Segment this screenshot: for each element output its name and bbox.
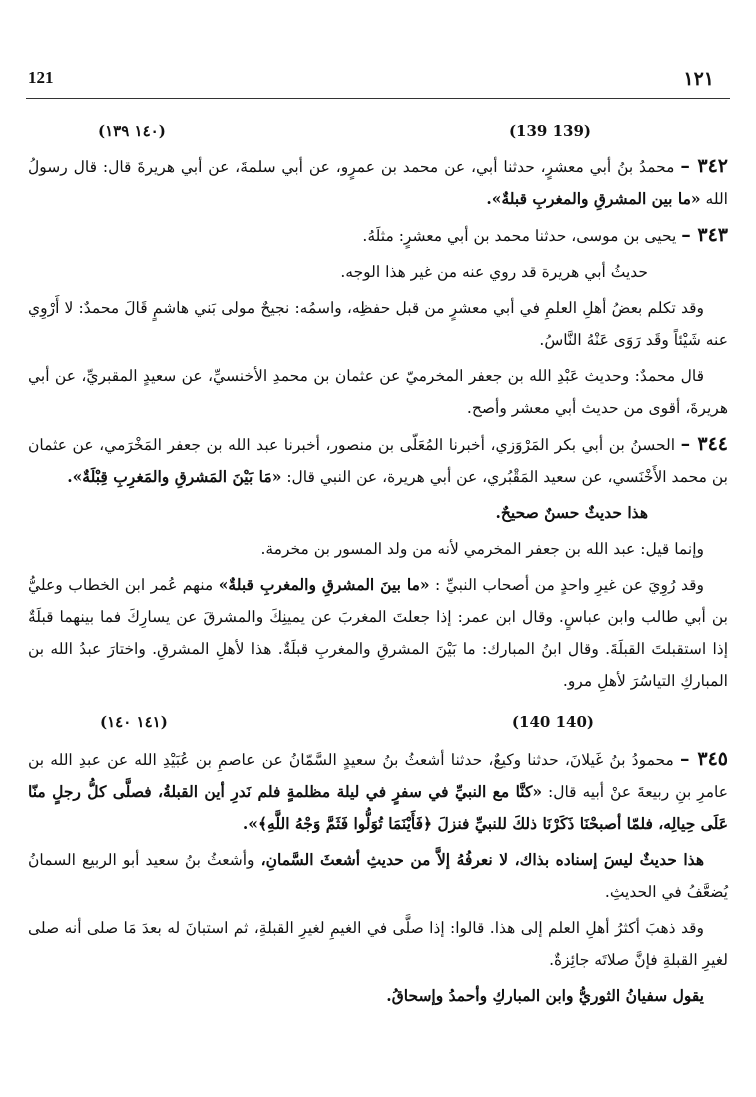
paragraph: وإنما قيل: عبد الله بن جعفر المخرمي لأنه من ولد المسور بن مخرمة. [260,540,704,558]
section-ref-row [28,701,728,743]
hadith-grade: هذا حديثٌ حسنٌ صحيحٌ. [495,503,648,522]
hadith-344: ٣٤٤ – الحسنُ بن أبي بكر المَرْوَزي، أخبرنا المُعَلّى بن منصور، أخبرنا عبد الله بن جعفر المَخْرَمي، عن عثمان بن محمد الأَخْنَسي، عن سعيد المَقْبُري، عن أبي هريرة، عن النبي قال: «مَا بَيْنَ المَشرقِ والمَغرِبِ قِبْلَةٌ». [28,433,728,486]
header-rule [26,98,730,99]
paragraph: وقد رُوِيَ عن غيرِ واحدٍ من أصحاب النبيِّ : «ما بينَ المشرقِ والمغربِ قبلةٌ» منهم عُمر ابن الخطاب وعليُّ بن أبي طالب وابن عباسٍ. وقال ابن عمر: إذا جعلتَ المغربَ عن يمينِكَ والمشرقَ عن يسارِكَ فما بينهما قبلَةٌ إذا استقبلتَ القبلَةَ. وقال ابنُ المبارك: ما بَيْنَ المشرقِ والمغربِ قبلَةٌ. هذا لأهلِ المشرقِ. واختارَ عبدُ الله بن المباركِ التياسُرَ لأهلِ مرو. [28,575,728,690]
hadith-343: ٣٤٣ – يحيى بن موسى، حدثنا محمد بن أبي معشرٍ: مثلَهُ. [362,224,728,246]
section-ref-right: (139 139) [508,122,591,140]
page-number-left: 121 [28,68,54,87]
paragraph: وقد تكلم بعضُ أهلِ العلمِ في أبي معشرٍ من قبل حفظِه، واسمُه: نجيحٌ مولى بَني هاشمٍ قَالَ محمدٌ: لا أَرْوِي عنه شَيْئاً وقَد رَوَى عَنْهُ النَّاسُ. [28,299,728,349]
paragraph: وقد ذهبَ أكثرُ أهلِ العلم إلى هذا. قالوا: إذا صلَّى في الغيمِ لغيرِ القبلةِ، ثم استبانَ له بعدَ مَا صلى أنه صلى لغيرِ القبلةِ فإنَّ صلاتَه جائِزةٌ. [28,919,728,969]
hadith-grade: هذا حديثٌ ليسَ إسناده بذاك، لا نعرفُهُ إلاَّ من حديثِ أشعثَ السَّمانِ، وأشعثُ بنُ سعيد أبو الربيع السمانُ يُضعَّفُ في الحديثِ. [28,850,728,901]
section-ref-left: (١٤٠ ١٣٩) [98,122,166,140]
section-ref-right: (140 140) [511,713,594,731]
hadith-345: ٣٤٥ – محمودُ بنُ غَيلانَ، حدثنا وكيعٌ، حدثنا أشعثُ بنُ سعيدٍ السَّمّانُ عن عاصمِ بن عُبَيْدِ الله عن عبدِ الله بن عامرِ بنِ ربيعةَ عنْ أبيه قال: «كنَّا مع النبيِّ في سفرٍ في ليلة مظلمةٍ فلم نَدرِ أين القبلةُ، فصلَّى كلُّ رجلٍ منّا عَلَى حِيالِه، فلمّا أصبحْنَا ذَكَرْنَا ذلكَ للنبيِّ فنزلَ ﴿فَأَيْنَمَا تُوَلُّوا فَثَمَّ وَجْهُ اللَّهِ﴾». [28,748,728,833]
paragraph: يقول سفيانُ الثوريُّ وابن المباركِ وأحمدُ وإسحاقُ. [386,986,704,1005]
page-body [28,150,728,1016]
hadith-342: ٣٤٢ – محمدُ بنُ أبي معشرٍ، حدثنا أبي، عن محمد بن عمرٍو، عن أبي سلمةَ، عن أبي هريرةَ قال: قال رسولُ الله «ما بين المشرقِ والمغربِ قبلةٌ». [28,155,728,208]
paragraph: قال محمدٌ: وحديث عَبْدِ الله بن جعفر المخرميّ عن عثمان بن محمدِ الأخنسيِّ، عن سعيدٍ المقبريِّ، عن أبي هريرةَ، أقوى من حديث أبي معشر وأصح. [28,367,728,417]
page-number-right: ١٢١ [683,68,714,90]
section-ref-left: (١٤١ ١٤٠) [100,713,168,731]
paragraph: حديثُ أبي هريرة قد روي عنه من غير هذا الوجه. [340,263,648,281]
